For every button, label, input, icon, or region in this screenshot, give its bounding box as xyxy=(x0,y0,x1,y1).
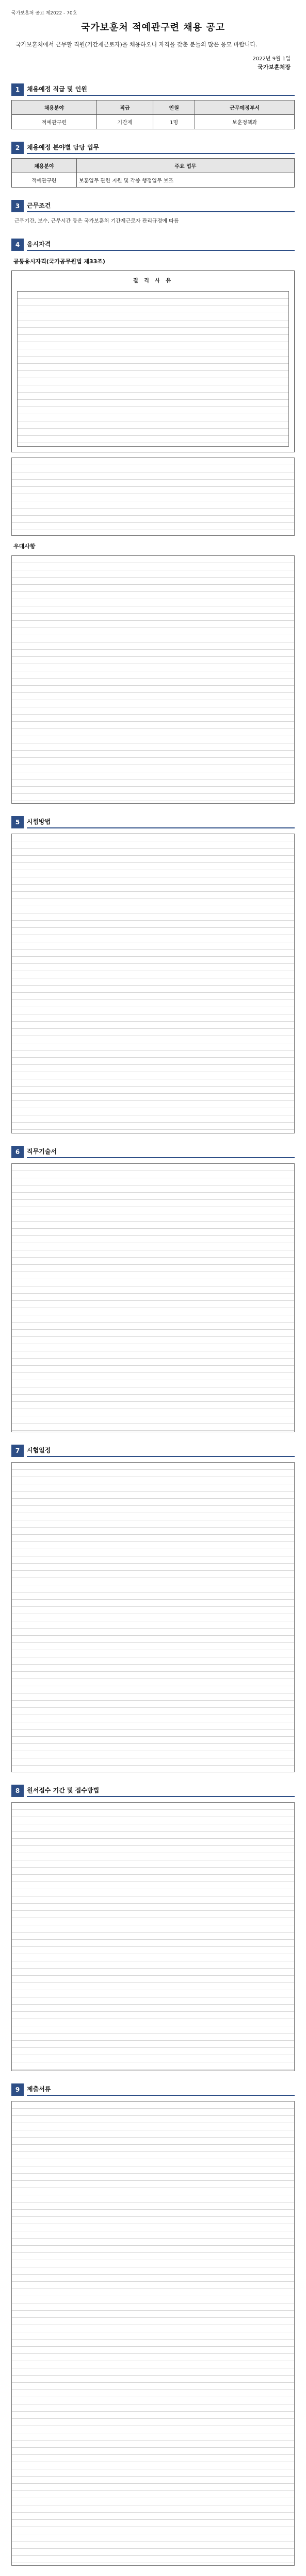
section-3-header xyxy=(11,200,295,212)
section-7-header xyxy=(11,1445,295,1457)
section-8-number: 8 xyxy=(11,1785,24,1797)
section-5-number: 5 xyxy=(11,816,24,828)
section-4-number: 4 xyxy=(11,239,24,251)
box-title: 결 격 사 유 xyxy=(133,278,173,284)
section-1-number: 1 xyxy=(11,83,24,96)
col-header: 인원 xyxy=(153,100,195,114)
section-9-header xyxy=(11,2083,295,2096)
section-6-body xyxy=(11,1163,295,1432)
section-2-title: 채용예정 분야별 담당 업무 xyxy=(27,142,295,154)
duty-table xyxy=(11,158,295,188)
table-cell: 보훈정책과 xyxy=(195,114,295,129)
section-8-title: 원서접수 기간 및 접수방법 xyxy=(27,1785,295,1797)
section-8-header xyxy=(11,1785,295,1797)
table-cell: 기간제 xyxy=(96,114,153,129)
section-7-title: 시험일정 xyxy=(27,1445,295,1457)
section-6 xyxy=(11,1146,295,1432)
section-5-header xyxy=(11,816,295,828)
section-4-subtitle-2: 우대사항 xyxy=(13,543,36,550)
intro-paragraph: 국가보훈처에서 근무할 직원(기간제근로자)을 채용하오니 자격을 갖춘 분들의 많은 응모 바랍니다. xyxy=(15,41,257,48)
section-4-header xyxy=(11,239,295,251)
section-9 xyxy=(11,2083,295,2566)
table-cell: 적예관구련 xyxy=(12,173,77,187)
col-header: 채용분야 xyxy=(12,158,77,173)
section-5-title: 시험방법 xyxy=(27,816,295,828)
section-4-title: 응시자격 xyxy=(27,239,295,251)
section-4-body xyxy=(11,555,295,804)
section-2-number: 2 xyxy=(11,142,24,154)
section-9-body xyxy=(11,2101,295,2566)
section-7-body xyxy=(11,1462,295,1772)
section-4-notes xyxy=(11,457,295,536)
section-5 xyxy=(11,816,295,1133)
section-6-number: 6 xyxy=(11,1146,24,1158)
disqualification-box xyxy=(11,270,295,452)
col-header: 직급 xyxy=(96,100,153,114)
announcement-date: 2022년 9월 1일 xyxy=(252,56,291,62)
section-6-header xyxy=(11,1146,295,1158)
section-5-body xyxy=(11,834,295,1133)
col-header: 채용분야 xyxy=(12,100,97,114)
section-2-header xyxy=(11,142,295,154)
document-number: 국가보훈처 공고 제2022 - 70호 xyxy=(11,11,77,16)
document-title: 국가보훈처 적예관구련 채용 공고 xyxy=(80,22,226,33)
section-3-title: 근무조건 xyxy=(27,200,295,212)
section-1-title: 채용예정 직급 및 인원 xyxy=(27,83,295,96)
table-cell: 보훈업무 관련 지원 및 각종 행정업무 보조 xyxy=(76,173,294,187)
section-7-number: 7 xyxy=(11,1445,24,1457)
section-3-number: 3 xyxy=(11,200,24,212)
section-1 xyxy=(11,83,295,129)
box-content xyxy=(17,291,289,447)
section-1-header xyxy=(11,83,295,96)
section-7 xyxy=(11,1445,295,1772)
section-3 xyxy=(11,200,295,226)
section-2 xyxy=(11,142,295,188)
table-cell: 적예관구련 xyxy=(12,114,97,129)
section-8 xyxy=(11,1785,295,2071)
section-9-title: 제출서류 xyxy=(27,2083,295,2096)
section-4 xyxy=(11,239,295,804)
section-6-title: 직무기술서 xyxy=(27,1146,295,1158)
col-header: 근무예정부서 xyxy=(195,100,295,114)
organization-name: 국가보훈처장 xyxy=(257,63,291,71)
col-header: 주요 업무 xyxy=(76,158,294,173)
section-3-body: 근무기간, 보수, 근무시간 등은 국가보훈처 기간제근로자 관리규정에 따름 xyxy=(14,218,179,224)
section-4-subtitle: 공통응시자격(국가공무원법 제33조) xyxy=(13,258,105,265)
table-cell: 1명 xyxy=(153,114,195,129)
section-8-body xyxy=(11,1802,295,2071)
section-9-number: 9 xyxy=(11,2083,24,2096)
recruitment-table xyxy=(11,100,295,129)
